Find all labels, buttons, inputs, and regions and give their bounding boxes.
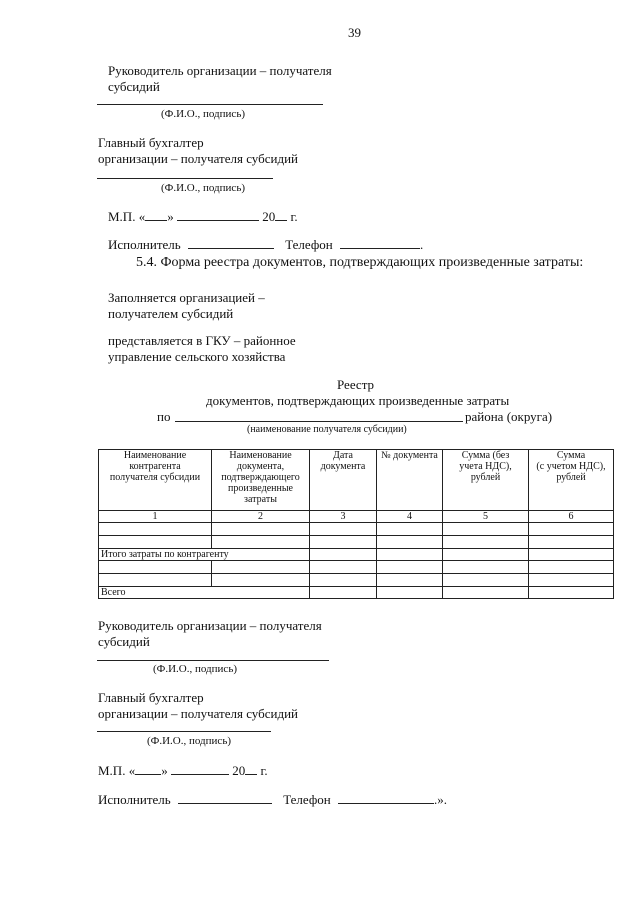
header-sum-without-vat [443,450,529,511]
register-subtitle: документов, подтверждающих произведенные затраты [206,393,510,408]
table-cell [443,587,529,599]
header-text: учета НДС), [459,461,512,472]
mp-year: 20 [232,763,246,778]
header-text: затраты [244,494,277,505]
year-blank [245,763,257,775]
grand-total-row [99,587,614,599]
mp-prefix: М.П. « [108,209,146,224]
table-cell [377,536,443,549]
header-contractor [99,450,212,511]
executor-blank [188,237,274,249]
executor-line [108,237,423,253]
column-number: 4 [377,511,443,523]
column-number: 1 [99,511,212,523]
column-number: 6 [529,511,614,523]
header-text: рублей [470,472,501,483]
header-text: Сумма (без [461,450,510,461]
page-number: 39 [348,25,361,40]
register-table [98,449,614,599]
mp-prefix: М.П. « [98,763,136,778]
submit-note-line2: управление сельского хозяйства [108,349,286,364]
column-number: 2 [212,511,310,523]
recipient-caption: (наименование получателя субсидии) [247,424,407,435]
header-text: Наименование [123,450,187,461]
table-cell [529,561,614,574]
stamp-place-label [108,209,298,225]
accountant-signature-line [97,178,273,179]
day-blank [135,763,161,775]
table-cell [443,536,529,549]
table-cell [99,523,212,536]
table-cell [529,587,614,599]
head-title-line1: Руководитель организации – получателя [98,618,322,633]
column-number: 5 [443,511,529,523]
table-cell [443,574,529,587]
register-title: Реестр [337,377,375,392]
month-blank [177,209,259,221]
stamp-place-label [98,763,268,779]
header-text: документа, [236,461,285,472]
table-cell [529,523,614,536]
mp-suffix: г. [260,763,268,778]
table-cell [377,574,443,587]
phone-label: Телефон [283,792,331,807]
executor-line [98,792,447,808]
table-cell [310,574,377,587]
register-district-label: района (округа) [465,409,553,424]
table-cell [529,549,614,561]
contractor-total-row [99,549,614,561]
table-cell [212,523,310,536]
day-blank [145,209,167,221]
header-document-number [377,450,443,511]
table-cell [443,523,529,536]
table-cell [310,561,377,574]
phone-end: . [419,237,424,252]
accountant-title-line1: Главный бухгалтер [98,690,204,705]
accountant-signature-caption: (Ф.И.О., подпись) [161,182,245,194]
header-text: Наименование [229,450,292,461]
accountant-signature-line [97,731,271,732]
table-cell [377,549,443,561]
mp-mid: » [161,763,168,778]
table-row [99,536,614,549]
table-row [99,561,614,574]
table-header-row [99,450,614,511]
head-title-line2: субсидий [108,79,160,94]
fill-note-line1: Заполняется организацией – [108,290,265,305]
table-cell [99,561,212,574]
phone-end: .». [433,792,447,807]
head-signature-caption: (Ф.И.О., подпись) [161,108,245,120]
header-text: Дата [333,450,353,461]
table-cell [529,574,614,587]
section-heading: 5.4. Форма реестра документов, подтверждающих произведенные затраты: [136,255,584,270]
mp-mid: » [167,209,174,224]
header-text: произведенные [227,483,293,494]
header-sum-with-vat [529,450,614,511]
grand-total-label: Всего [99,587,310,599]
head-signature-caption: (Ф.И.О., подпись) [153,663,237,675]
table-cell [99,574,212,587]
header-text: получателя субсидии [109,472,201,483]
table-cell [310,536,377,549]
head-title-line1: Руководитель организации – получателя [108,63,332,78]
year-blank [275,209,287,221]
accountant-title-line1: Главный бухгалтер [98,135,204,150]
contractor-total-label: Итого затраты по контрагенту [99,549,310,561]
column-number-row [99,511,614,523]
header-text: (с учетом НДС), [536,461,606,472]
accountant-title-line2: организации – получателя субсидий [98,706,299,721]
mp-suffix: г. [290,209,298,224]
header-text: № документа [381,450,438,461]
fill-note-line2: получателем субсидий [108,306,234,321]
accountant-title-line2: организации – получателя субсидий [98,151,299,166]
table-cell [212,536,310,549]
accountant-signature-caption: (Ф.И.О., подпись) [147,735,231,747]
register-by-label: по [157,409,171,424]
phone-blank [338,792,434,804]
head-title-line2: субсидий [98,634,150,649]
table-cell [529,536,614,549]
header-text: документа [320,461,366,472]
table-cell [377,523,443,536]
table-row [99,523,614,536]
header-document-date [310,450,377,511]
head-signature-line [97,104,323,105]
executor-label: Исполнитель [98,792,171,807]
header-text: подтверждающего [221,472,300,483]
header-text: контрагента [129,461,181,472]
column-number: 3 [310,511,377,523]
header-text: Сумма [556,450,586,461]
table-cell [310,523,377,536]
table-cell [212,574,310,587]
month-blank [171,763,229,775]
submit-note-line1: представляется в ГКУ – районное [108,333,296,348]
head-signature-line [97,660,329,661]
table-cell [377,561,443,574]
header-text: рублей [556,472,586,483]
table-cell [443,561,529,574]
recipient-name-line [175,421,463,422]
phone-blank [340,237,420,249]
table-row [99,574,614,587]
executor-blank [178,792,272,804]
table-cell [310,587,377,599]
table-cell [443,549,529,561]
table-cell [377,587,443,599]
phone-label: Телефон [285,237,333,252]
executor-label: Исполнитель [108,237,181,252]
mp-year: 20 [262,209,276,224]
table-cell [99,536,212,549]
table-cell [212,561,310,574]
header-document-name [212,450,310,511]
table-cell [310,549,377,561]
